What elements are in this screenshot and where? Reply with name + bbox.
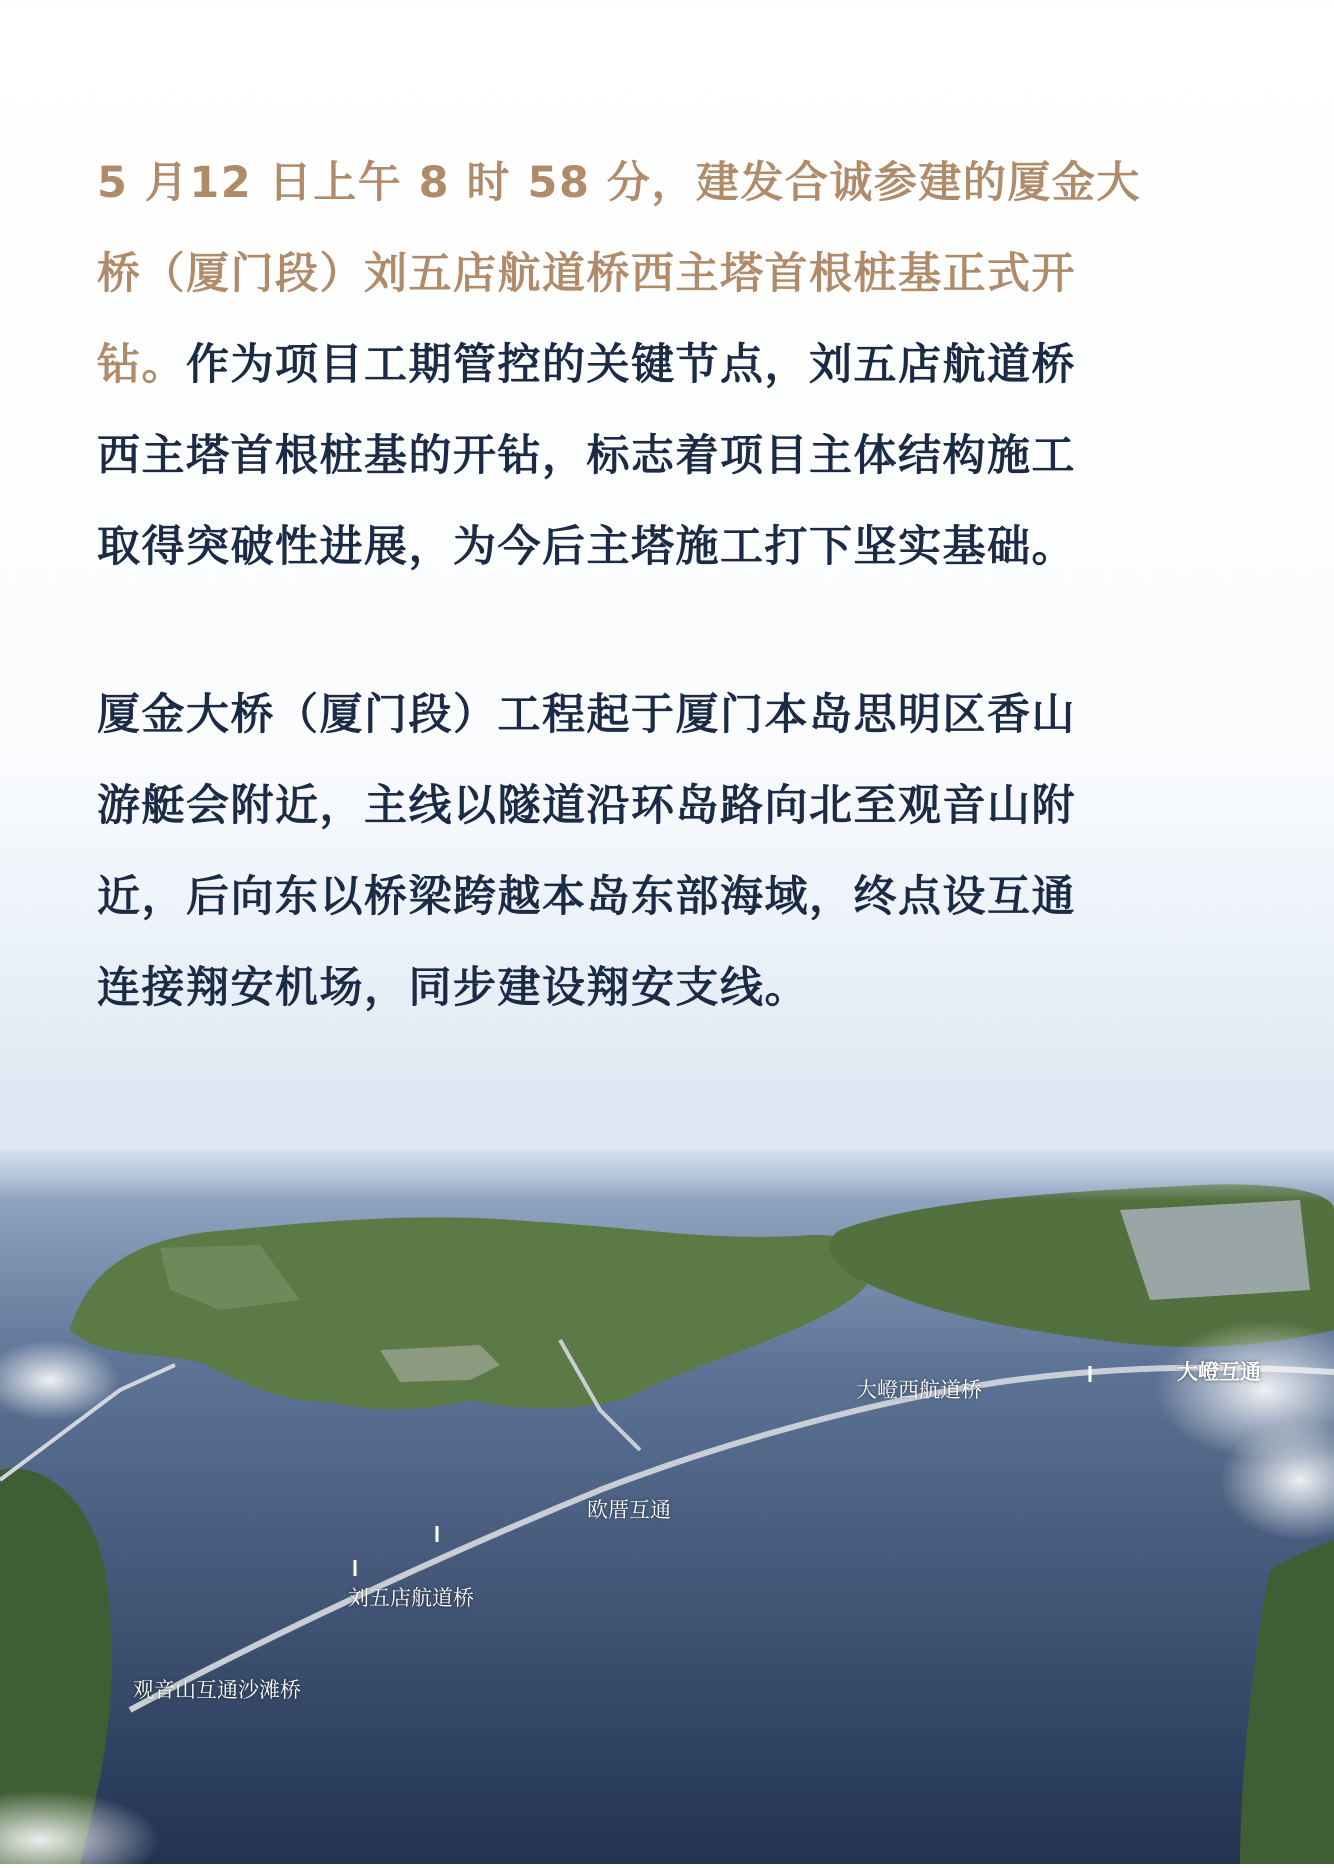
- paragraph-line: 近，后向东以桥梁跨越本岛东部海域，终点设互通: [97, 872, 1076, 922]
- map-label-guanyinshan-bridge: 观音山互通沙滩桥: [133, 1678, 301, 1702]
- highlight-text: 钻。: [97, 340, 186, 390]
- map-label-ouzu-interchange: 欧厝互通: [587, 1498, 671, 1522]
- paragraph-line: 连接翔安机场，同步建设翔安支线。: [97, 963, 809, 1013]
- map-label-dadeng-channel-bridge: 大嶝西航道桥: [856, 1378, 982, 1402]
- map-label-liuwudian-bridge: 刘五店航道桥: [348, 1586, 474, 1610]
- body-text: 作为项目工期管控的关键节点，刘五店航道桥: [186, 340, 1076, 390]
- aerial-bridge-map: [0, 1150, 1334, 1864]
- paragraph-line: 西主塔首根桩基的开钻，标志着项目主体结构施工: [97, 431, 1076, 481]
- paragraph-line: 5 月12 日上午 8 时 58 分，建发合诚参建的厦金大: [97, 158, 1141, 208]
- project-paragraph: [97, 670, 1237, 1034]
- paragraph-line: [97, 320, 1237, 411]
- paragraph-line: 厦金大桥（厦门段）工程起于厦门本岛思明区香山: [97, 690, 1076, 740]
- paragraph-line: 游艇会附近，主线以隧道沿环岛路向北至观音山附: [97, 781, 1076, 831]
- intro-paragraph: [97, 138, 1237, 593]
- map-label-dadeng-interchange: 大嶝互通: [1177, 1360, 1261, 1384]
- paragraph-line: 桥（厦门段）刘五店航道桥西主塔首根桩基正式开: [97, 249, 1076, 299]
- paragraph-line: 取得突破性进展，为今后主塔施工打下坚实基础。: [97, 522, 1076, 572]
